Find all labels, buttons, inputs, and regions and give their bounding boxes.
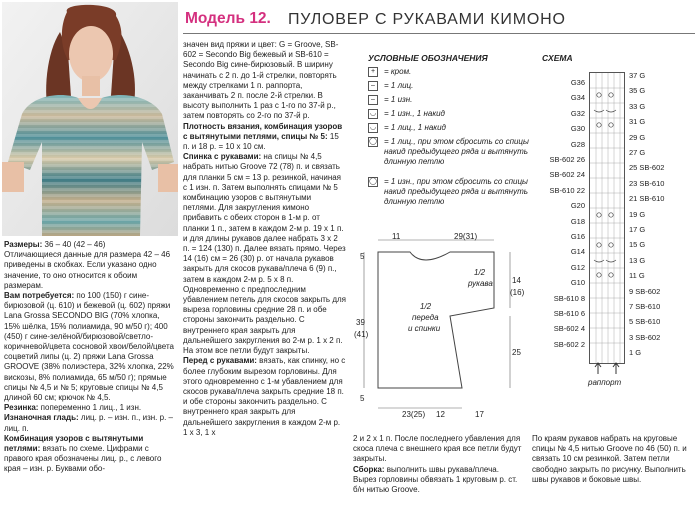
dim-39: 39 bbox=[356, 318, 365, 327]
back-text: на спицы № 4,5 набрать нитью Groove 72 (78) п. и связать для планки 5 см = 13 р. резинкой, начиная с 1 изн. п. Затем выполнять спицами № 5 комбинацию узоров с вытянутыми петлями. Для закругления кимоно прибавить с обеих сторон в 1-м р. от планки 1 п., затем в каждом 2-м р. 19 х 1 п. и для длины рукавов далее набрать 3 х 2 п. = 124 (130) п. Далее вязать прямо. Через 14 (16) см = 26 (30) р. от начала рукавов закрыть для скосов рукава/плеча 6 (9) п., затем в каждом 2-м р. 5 х 8 п. Одновременно с предпоследним убавлением петель для скосов закрыть для выреза горловины средние 28 п. и обе стороны закончить раздельно. С внутреннего края закрыть для дальнейшего закругления во 2-м р. 1 х 2 п. На этом все петли будут закрыты. bbox=[183, 152, 346, 356]
schema-right-label: 23 SB-610 bbox=[629, 178, 665, 188]
legend-text: = 1 лиц. bbox=[384, 81, 414, 90]
dim-16: (16) bbox=[510, 288, 525, 297]
purl-label: Изнаночная гладь: bbox=[4, 413, 79, 423]
legend-text: = 1 лиц., 1 накид bbox=[384, 123, 446, 132]
schema-right-label: 11 G bbox=[629, 271, 645, 281]
dim-41: (41) bbox=[354, 330, 369, 339]
schema-right-label: 37 G bbox=[629, 71, 646, 80]
schema-left-label: G16 bbox=[570, 232, 585, 241]
assembly-para bbox=[353, 465, 523, 496]
dim-12: 12 bbox=[436, 410, 445, 419]
schema-right-label: 19 G bbox=[629, 209, 646, 219]
legend-item bbox=[368, 81, 533, 91]
purl-elongated-icon: ◯ bbox=[369, 178, 377, 185]
schema-right-label: 7 SB-610 bbox=[629, 302, 661, 311]
legend-item bbox=[368, 109, 533, 119]
materials-label: Вам потребуется: bbox=[4, 291, 75, 301]
rib-label: Резинка: bbox=[4, 403, 39, 413]
assembly-text: выполнить швы рукава/плеча. Вырез горловины обвязать 1 круговым р. ст. б/н нитью Groove. bbox=[353, 464, 518, 495]
legend-text: = 1 изн. bbox=[384, 95, 413, 104]
schema-right-label: 25 SB-602 bbox=[629, 163, 665, 173]
purl-icon: – bbox=[368, 95, 378, 105]
density-para bbox=[183, 122, 346, 153]
combo-text: вязать по схеме. Цифрами с правого края обозначены лиц. р., с левого края – изн. р. Буквами обо- bbox=[4, 444, 162, 474]
page-title: ПУЛОВЕР С РУКАВАМИ КИМОНО bbox=[288, 11, 566, 28]
sizes-text: 36 – 40 (42 – 46) bbox=[42, 240, 106, 249]
schema-left-label: G10 bbox=[570, 278, 585, 288]
knit-icon: – bbox=[368, 81, 378, 91]
schema-left-label: SB-602 2 bbox=[553, 339, 585, 349]
materials-para bbox=[4, 291, 174, 403]
schema-right-label: 31 G bbox=[629, 117, 646, 127]
schema-right-label: 13 G bbox=[629, 255, 646, 265]
schema-left-label: SB-602 4 bbox=[553, 324, 585, 334]
legend-item bbox=[368, 123, 533, 133]
legend-item bbox=[368, 137, 533, 167]
legend-text: = 1 изн., при этом сбросить со спицы накид предыдущего ряда и вытянуть длинную петлю bbox=[384, 177, 528, 206]
dim-17: 17 bbox=[475, 410, 484, 419]
combo-label: Комбинация узоров с вытянутыми петлями: bbox=[4, 433, 144, 454]
col3-text: 2 и 2 х 1 п. После последнего убавления для скоса плеча с внешнего края все петли будут закрыты. bbox=[353, 434, 522, 464]
back-label: Спинка с рукавами: bbox=[183, 152, 262, 162]
schema-left-label: G28 bbox=[570, 139, 585, 149]
legend-item bbox=[368, 177, 533, 207]
schema-grid bbox=[589, 72, 625, 364]
model-number: Модель 12. bbox=[185, 10, 271, 27]
body-label-1: 1/2 bbox=[420, 302, 432, 311]
col2-intro: значен вид пряжи и цвет: G = Groove, SB-602 = Secondo Big бежевый и SB-610 = Secondo Big сине-бирюзовый. В ширину начинать с 2 п. до 1-й стрелки, повторять между стрелками 1 п. раппорта, заканчивать 2 п. после 2-й стрелки. В высоту выполнить 1 раз с 1-го по 37-й р., затем повторять со 2-го по 37-й р. bbox=[183, 40, 339, 121]
schema-right-label: 21 SB-610 bbox=[629, 194, 665, 204]
schema-title: СХЕМА bbox=[542, 53, 573, 63]
rapport-label: раппорт bbox=[588, 378, 622, 387]
column-2 bbox=[183, 40, 346, 438]
schema-left-label: SB-610 22 bbox=[549, 185, 585, 195]
dim-25: 25 bbox=[512, 348, 521, 357]
legend-item bbox=[368, 95, 533, 105]
dim-11: 11 bbox=[392, 232, 401, 241]
dim-23: 23(25) bbox=[402, 410, 426, 419]
legend-text: = 1 лиц., при этом сбросить со спицы накид предыдущего ряда и вытянуть длинную петлю bbox=[384, 137, 529, 166]
schema-right-label: 29 G bbox=[629, 132, 646, 142]
col4-text: По краям рукавов набрать на круговые спицы № 4,5 нитью Groove по 46 (50) п. и связать 10 см резинкой. Затем петли свободно закрыть по рисунку. Выполнить швы рукавов и боковые швы. bbox=[532, 434, 687, 484]
column-3 bbox=[353, 434, 523, 495]
schema-right-label: 3 SB-602 bbox=[629, 332, 661, 342]
schema-left-label: G20 bbox=[570, 201, 585, 211]
schema-right-label: 35 G bbox=[629, 86, 646, 96]
sleeve-label-1: 1/2 bbox=[474, 268, 486, 277]
selvedge-icon: + bbox=[368, 67, 378, 77]
dim-29: 29(31) bbox=[454, 232, 478, 241]
schema-right-label: 5 SB-610 bbox=[629, 317, 661, 327]
schema-right-label: 33 G bbox=[629, 101, 646, 111]
column-1 bbox=[4, 240, 174, 475]
body-label-3: и спинки bbox=[408, 324, 441, 333]
schema-left-label: G14 bbox=[570, 247, 585, 257]
assembly-label: Сборка: bbox=[353, 464, 385, 474]
schema-left-label: G34 bbox=[570, 93, 585, 103]
legend-item bbox=[368, 67, 533, 77]
schema-left-label: G12 bbox=[570, 262, 585, 272]
sizes-para bbox=[4, 240, 174, 250]
sleeve-label-2: рукава bbox=[468, 279, 493, 288]
schema-right-label: 27 G bbox=[629, 148, 646, 157]
rib-text: попеременно 1 лиц., 1 изн. bbox=[38, 403, 142, 413]
purl-para bbox=[4, 413, 174, 433]
knit-yo-icon: ◡ bbox=[369, 124, 377, 131]
front-text: вязать, как спинку, но с более глубоким вырезом горловины. Для этого одновременно с 1-м убавлением для скосов рукава/плеча закрыть средние 18 п. и обе стороны закончить раздельно. С внутреннего края закрыть для дальнейшего закругления в каждом 2-м р. 1 х 3, 1 х bbox=[183, 356, 346, 437]
rapport-arrows bbox=[589, 362, 625, 376]
sizes-note: Отличающиеся данные для размера 42 – 46 приведены в скобках. Если указано одно значение, то оно относится к обоим размерам. bbox=[4, 250, 171, 290]
knit-elongated-icon: ◯ bbox=[369, 138, 377, 145]
schema-right-label: 17 G bbox=[629, 225, 646, 234]
front-label: Перед с рукавами: bbox=[183, 356, 257, 366]
purl-text: лиц. р. – изн. п., изн. р. – лиц. п. bbox=[4, 413, 173, 433]
schema-left-label: SB-602 26 bbox=[549, 155, 585, 164]
schema-left-label: SB-610 8 bbox=[553, 293, 585, 303]
density-text: 15 п. и 18 р. = 10 х 10 см. bbox=[183, 131, 339, 152]
dim-5-bottom: 5 bbox=[360, 394, 365, 403]
rib-para bbox=[4, 403, 174, 413]
materials-text: по 100 (150) г сине-бирюзовой (ц. 610) и бежевой (ц. 602) пряжи Lana Grossa SECONDO BIG (70% хлопка, 15% шёлка, 15% полиамида, 90 м/50 г); 400 (450) г сине-зелёной/бирюзовой/светло-коричневой/цвета сосновой хвои/белой/цвета соцветий липы (ц. 2) пряжи Lana Grossa GROOVE (38% полиэстера, 32% хлопка, 22% вискозы, 8% полиамида, 65 м/50 г); прямые спицы № 4,5 и № 5; круговые спицы № 4,5 длиной 60 см; крючок № 4,5. bbox=[4, 291, 174, 403]
body-label-2: переда bbox=[412, 313, 439, 322]
legend-text: = кром. bbox=[384, 67, 412, 76]
legend-text: = 1 изн., 1 накид bbox=[384, 109, 445, 118]
sizes-label: Размеры: bbox=[4, 240, 43, 249]
schema-left-label: SB-610 6 bbox=[553, 309, 585, 318]
schema-left-label: G30 bbox=[570, 124, 585, 134]
density-label: Плотность вязания, комбинация узоров с вытянутыми петлями, спицы № 5: bbox=[183, 121, 343, 141]
schema-left-label: G36 bbox=[570, 78, 585, 87]
schema-left-label: G18 bbox=[570, 216, 585, 226]
model-photo bbox=[2, 2, 178, 236]
dim-5-top: 5 bbox=[360, 252, 365, 261]
legend-title: УСЛОВНЫЕ ОБОЗНАЧЕНИЯ bbox=[368, 53, 488, 63]
dim-14: 14 bbox=[512, 276, 521, 285]
schema-right-label: 15 G bbox=[629, 240, 646, 250]
article-header bbox=[183, 8, 695, 34]
front-para bbox=[183, 356, 346, 438]
column-4 bbox=[532, 434, 694, 485]
back-para bbox=[183, 152, 346, 356]
schema-right-label: 1 G bbox=[629, 348, 642, 358]
purl-yo-icon: ◡ bbox=[369, 110, 377, 117]
header-rule bbox=[183, 33, 695, 34]
schema-left-label: SB-602 24 bbox=[549, 170, 585, 180]
schema-left-label: G32 bbox=[570, 108, 585, 118]
combo-para bbox=[4, 434, 174, 475]
schema-right-label: 9 SB-602 bbox=[629, 286, 661, 296]
